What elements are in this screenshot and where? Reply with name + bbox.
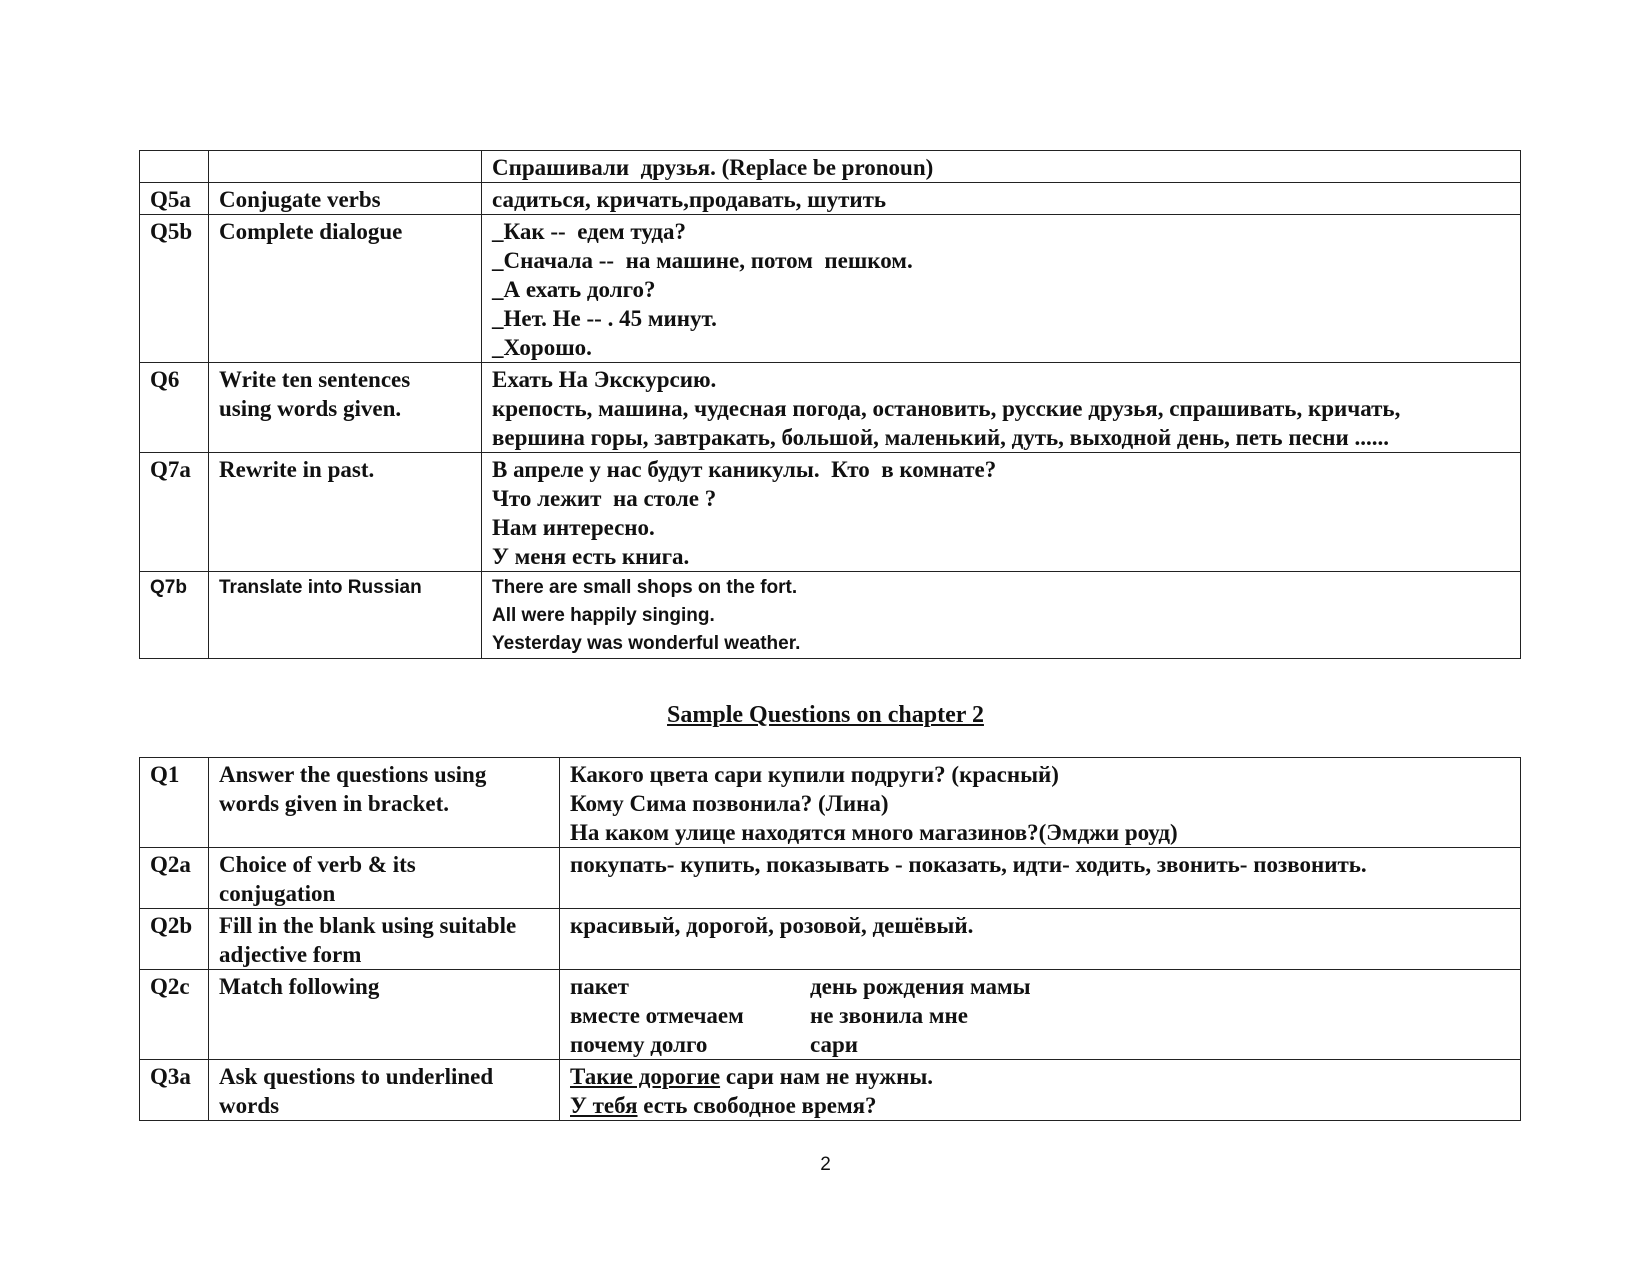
content-line: All were happily singing. [492,605,715,626]
task-line: Answer the questions using [219,762,487,787]
content-line: крепость, машина, чудесная погода, остановить, русские друзья, спрашивать, кричать, [492,396,1401,421]
task-line: Rewrite in past. [219,457,375,482]
content-cell [560,909,1521,970]
table-row [140,453,1521,572]
sentence-rest: есть свободное время? [637,1093,877,1118]
content-line: Спрашивали друзья. (Replace be pronoun) [492,155,934,180]
content-line: садиться, кричать,продавать, шутить [492,187,887,212]
content-line: Нам интересно. [492,515,655,540]
match-left: почему долго [570,1032,708,1057]
content-cell [482,151,1521,183]
task-cell [209,215,482,363]
content-line: _Как -- едем туда? [492,219,687,244]
table-row [140,151,1521,183]
content-line: красивый, дорогой, розовой, дешёвый. [570,913,974,938]
match-left: пакет [570,974,629,999]
task-line: adjective form [219,942,362,967]
questions-table-chapter-2 [139,757,1521,1121]
task-cell [209,1060,560,1121]
content-line: В апреле у нас будут каникулы. Кто в комнате? [492,457,997,482]
match-left: вместе отмечаем [570,1003,744,1028]
content-cell [482,363,1521,453]
task-line: Write ten sentences [219,367,411,392]
section-heading: Sample Questions on chapter 2 [667,702,984,728]
content-cell [560,1060,1521,1121]
task-cell [209,363,482,453]
question-number: Q7b [140,572,209,659]
content-cell [482,183,1521,215]
content-line: На каком улице находятся много магазинов?(Эмджи роуд) [570,820,1178,845]
content-line: У меня есть книга. [492,544,690,569]
content-cell [482,215,1521,363]
question-number: Q5a [140,183,209,215]
question-number: Q3a [140,1060,209,1121]
table-row [140,183,1521,215]
task-line: Match following [219,974,380,999]
content-line: Кому Сима позвонила? (Лина) [570,791,889,816]
underlined-words: У тебя [570,1093,638,1118]
question-number: Q2b [140,909,209,970]
task-cell [209,453,482,572]
underlined-words: Такие дорогие [570,1064,721,1089]
match-right: не звонила мне [810,1003,969,1028]
questions-table-chapter-1 [139,150,1521,659]
content-line [570,1091,1510,1120]
content-cell [560,758,1521,848]
task-cell [209,758,560,848]
content-line: _Нет. Не -- . 45 минут. [492,306,717,331]
content-line: There are small shops on the fort. [492,577,798,598]
task-cell [209,183,482,215]
task-cell [209,572,482,659]
content-line: Что лежит на столе ? [492,486,717,511]
task-cell [209,909,560,970]
question-number [140,151,209,183]
match-right: день рождения мамы [810,974,1031,999]
question-number: Q7a [140,453,209,572]
match-right: сари [810,1032,859,1057]
task-line: using words given. [219,396,402,421]
question-number: Q2a [140,848,209,909]
task-line: Complete dialogue [219,219,403,244]
task-cell [209,970,560,1060]
content-cell [560,848,1521,909]
table-row [140,363,1521,453]
content-line: _А ехать долго? [492,277,656,302]
content-line: вершина горы, завтракать, большой, маленький, дуть, выходной день, петь песни ...... [492,425,1390,450]
table-row [140,909,1521,970]
content-cell [482,453,1521,572]
task-line: words [219,1093,280,1118]
match-pair [570,1001,1510,1030]
content-line: Ехать На Экскурсию. [492,367,717,392]
content-line: Какого цвета сари купили подруги? (красный) [570,762,1059,787]
content-line: _Хорошо. [492,335,592,360]
task-cell [209,151,482,183]
table-row [140,970,1521,1060]
task-line: Translate into Russian [219,577,422,598]
task-line: conjugation [219,881,336,906]
sentence-rest: сари нам не нужны. [720,1064,934,1089]
table-row [140,572,1521,659]
page-number: 2 [820,1154,831,1175]
table-row [140,215,1521,363]
content-line: покупать- купить, показывать - показать, идти- ходить, звонить- позвонить. [570,852,1367,877]
content-line: _Сначала -- на машине, потом пешком. [492,248,913,273]
match-pair [570,1030,1510,1059]
task-line: Choice of verb & its [219,852,416,877]
task-line: Fill in the blank using suitable [219,913,517,938]
content-line [570,1062,1510,1091]
task-line: words given in bracket. [219,791,449,816]
table-row [140,1060,1521,1121]
content-cell [560,970,1521,1060]
content-line: Yesterday was wonderful weather. [492,633,801,654]
task-cell [209,848,560,909]
task-line: Ask questions to underlined [219,1064,494,1089]
match-pair [570,972,1510,1001]
content-cell [482,572,1521,659]
question-number: Q5b [140,215,209,363]
question-number: Q2c [140,970,209,1060]
question-number: Q6 [140,363,209,453]
task-line: Conjugate verbs [219,187,381,212]
table-row [140,848,1521,909]
question-number: Q1 [140,758,209,848]
table-row [140,758,1521,848]
